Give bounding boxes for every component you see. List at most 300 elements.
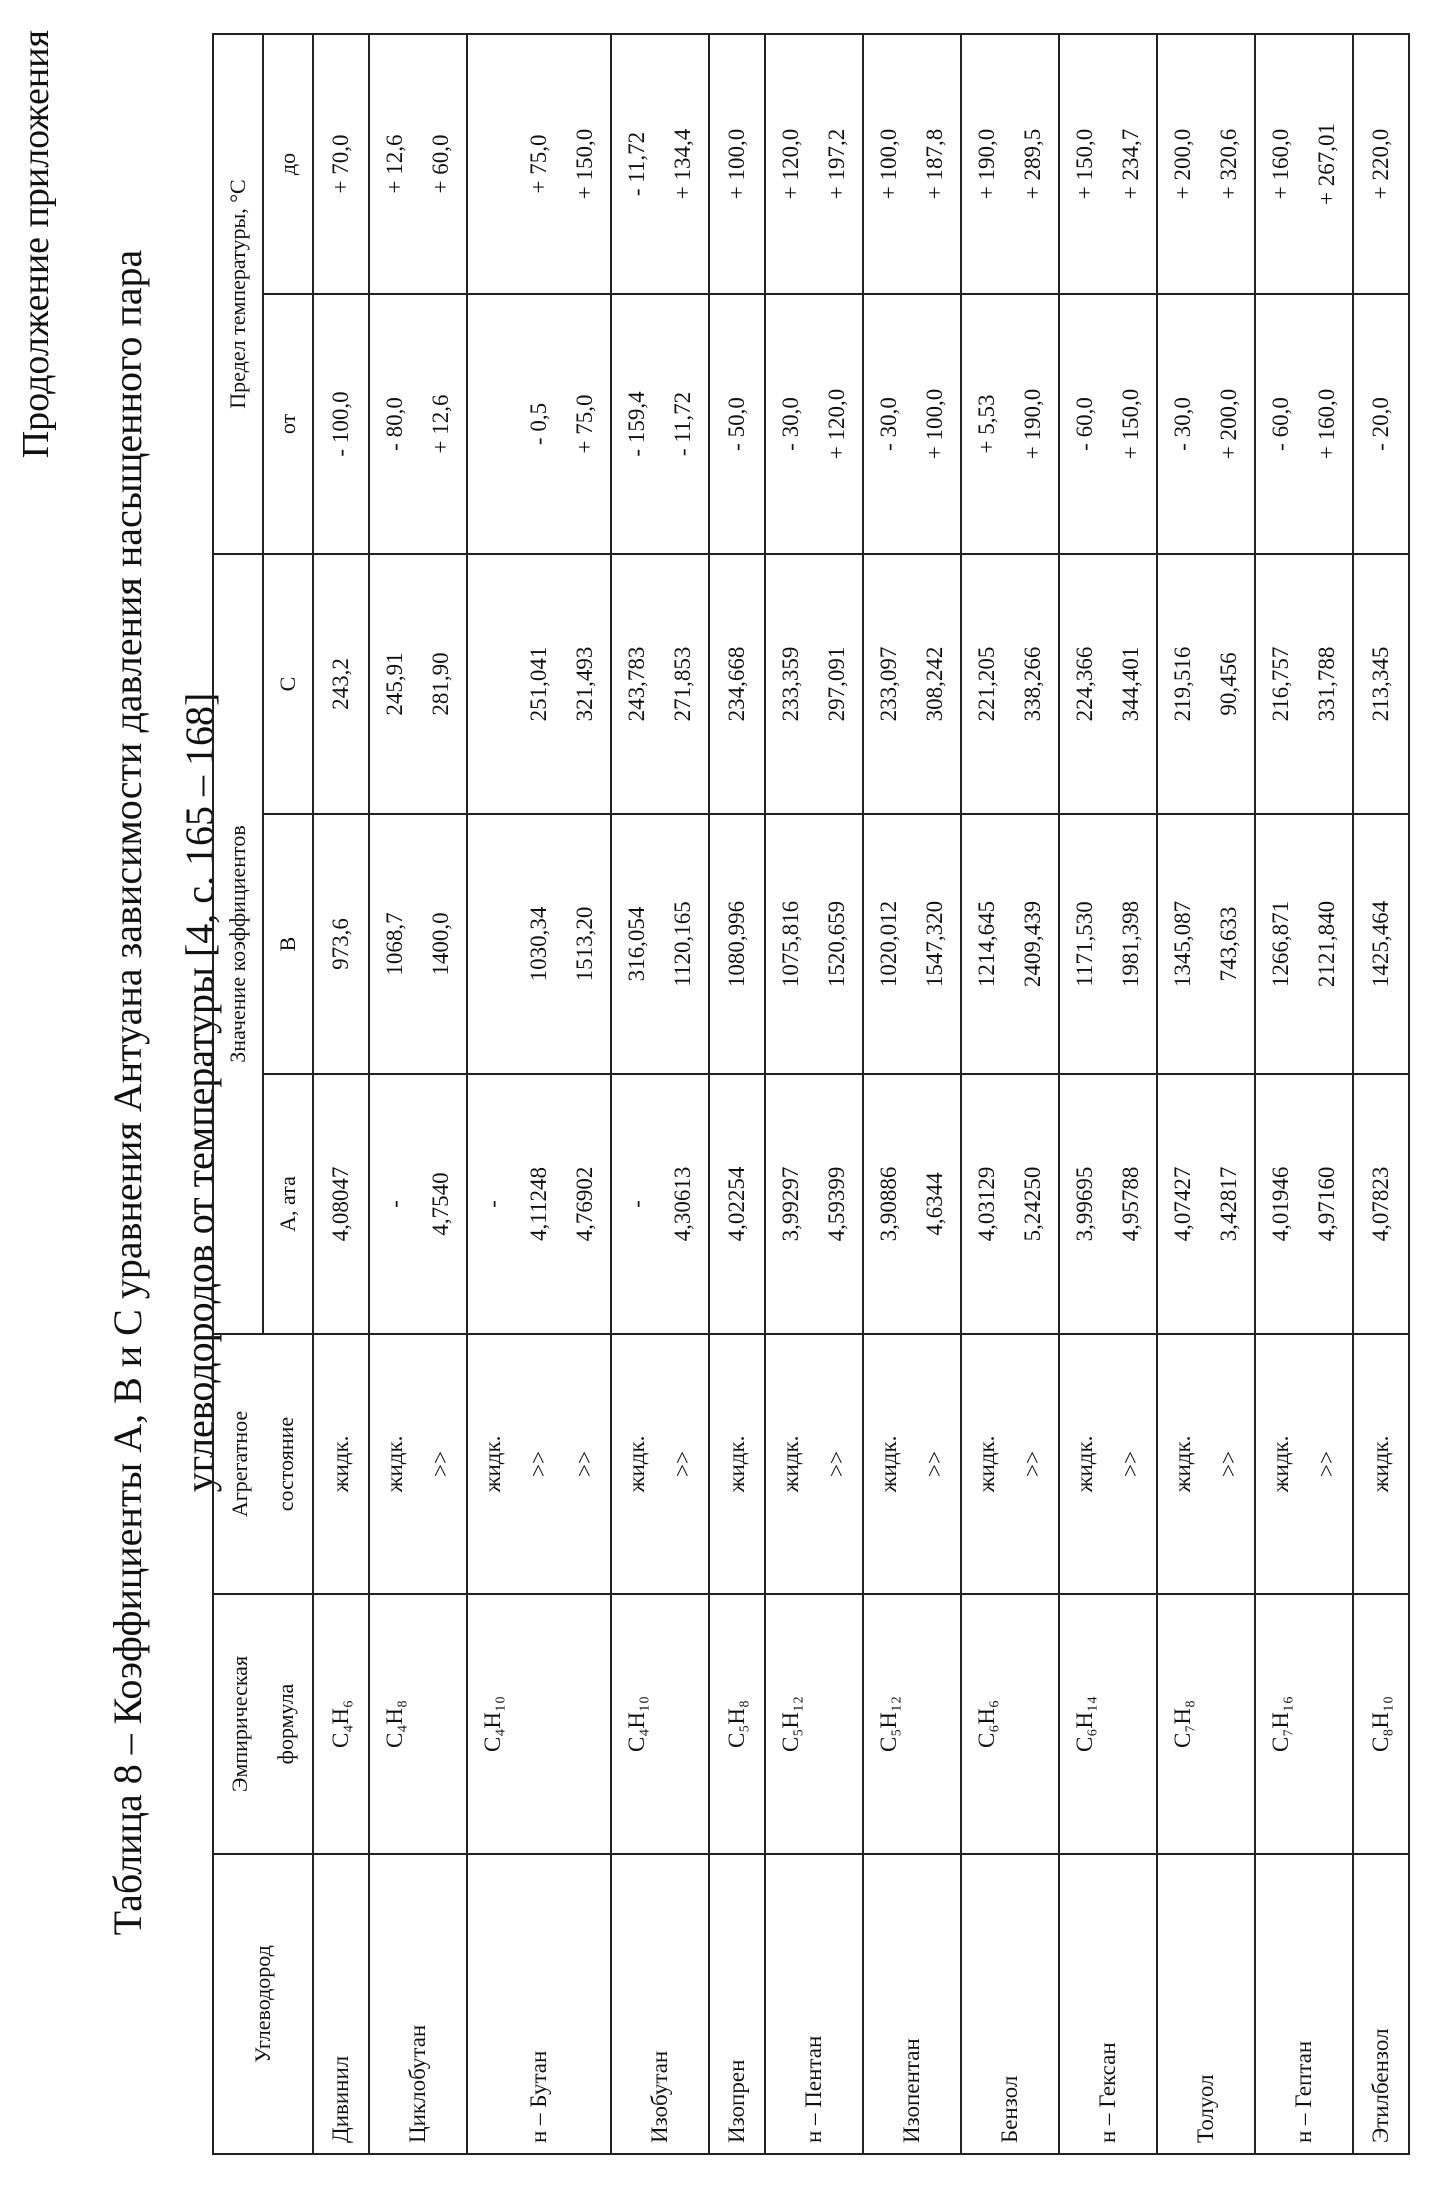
cell-value: - 30,0 — [778, 397, 803, 451]
cell-to — [1157, 34, 1255, 294]
cell-c — [1255, 554, 1353, 814]
cell-to — [467, 34, 611, 294]
cell-c — [1059, 554, 1157, 814]
cell-b — [1255, 814, 1353, 1074]
header-from: от — [263, 294, 313, 554]
cell-b: 1080,996 — [709, 814, 765, 1074]
cell-value: 4,6344 — [922, 1172, 947, 1236]
cell-state — [863, 1334, 961, 1594]
cell-value — [1108, 1601, 1154, 1847]
cell-value — [660, 1601, 706, 1847]
cell-value: C₆H₁₄ — [1072, 1696, 1097, 1753]
cell-value: C₇H₁₆ — [1268, 1696, 1293, 1753]
cell-value: - 30,0 — [876, 397, 901, 451]
cell-value: 4,95788 — [1118, 1166, 1143, 1242]
cell-value: 1513,20 — [572, 906, 597, 982]
cell-value — [516, 1601, 562, 1847]
cell-formula — [467, 1594, 611, 1854]
cell-b — [863, 814, 961, 1074]
cell-value: + 150,0 — [572, 128, 597, 200]
cell-c — [765, 554, 863, 814]
cell-lines — [614, 1601, 706, 1847]
cell-value: жидк. — [382, 1435, 407, 1493]
cell-value: 245,91 — [382, 652, 407, 716]
cell-formula — [1255, 1594, 1353, 1854]
cell-lines — [866, 1081, 958, 1327]
cell-lines — [372, 821, 464, 1067]
cell-value: 1981,398 — [1118, 900, 1143, 988]
cell-to — [961, 34, 1059, 294]
cell-lines — [1062, 561, 1154, 807]
cell-lines — [1160, 1601, 1252, 1847]
cell-value: - — [382, 1200, 407, 1208]
cell-value: >> — [526, 1451, 551, 1477]
hydrocarbon-name: Изобутан — [611, 1854, 709, 2154]
cell-formula — [1059, 1594, 1157, 1854]
cell-value: + 75,0 — [572, 394, 597, 454]
header-a: А, ата — [263, 1074, 313, 1334]
cell-value: 4,07427 — [1170, 1166, 1195, 1242]
table-row — [765, 34, 863, 2154]
cell-lines — [1160, 301, 1252, 547]
cell-value: - 11,72 — [670, 391, 695, 457]
cell-value: 344,401 — [1118, 646, 1143, 722]
cell-a — [611, 1074, 709, 1334]
cell-value: + 12,6 — [428, 394, 453, 454]
cell-value: + 100,0 — [922, 388, 947, 460]
hydrocarbon-name: Дивинил — [313, 1854, 369, 2154]
cell-lines — [470, 1341, 608, 1587]
cell-value: C₅H₁₂ — [778, 1696, 803, 1753]
cell-value: C₆H₆ — [974, 1700, 999, 1748]
cell-value: - 30,0 — [1170, 397, 1195, 451]
cell-value — [912, 1601, 958, 1847]
cell-value: - 80,0 — [382, 397, 407, 451]
cell-c — [369, 554, 467, 814]
cell-a: 4,02254 — [709, 1074, 765, 1334]
cell-value: жидк. — [974, 1435, 999, 1493]
cell-from: - 100,0 — [313, 294, 369, 554]
cell-value: 2121,840 — [1314, 900, 1339, 988]
cell-b — [467, 814, 611, 1074]
cell-to — [863, 34, 961, 294]
cell-value: 233,359 — [778, 646, 803, 722]
cell-value: + 5,53 — [974, 394, 999, 454]
cell-value: + 190,0 — [974, 128, 999, 200]
cell-lines — [372, 1601, 464, 1847]
cell-state — [611, 1334, 709, 1594]
hydrocarbon-name: н – Бутан — [467, 1854, 611, 2154]
cell-value: жидк. — [480, 1435, 505, 1493]
hydrocarbon-name: Изопентан — [863, 1854, 961, 2154]
cell-value: - 11,72 — [624, 131, 649, 197]
cell-from — [1255, 294, 1353, 554]
table-row — [313, 34, 369, 2154]
cell-state: жидк. — [709, 1334, 765, 1594]
cell-from — [765, 294, 863, 554]
cell-value — [562, 1601, 608, 1847]
cell-a — [961, 1074, 1059, 1334]
cell-value: 216,757 — [1268, 646, 1293, 722]
header-formula-line-1: Эмпирическая — [227, 1655, 252, 1793]
cell-state — [961, 1334, 1059, 1594]
cell-to — [1059, 34, 1157, 294]
cell-lines — [866, 41, 958, 287]
cell-value: 4,11248 — [526, 1167, 551, 1241]
cell-value: C₄H₁₀ — [624, 1696, 649, 1753]
cell-value: + 134,4 — [670, 128, 695, 200]
cell-value: 243,783 — [624, 646, 649, 722]
cell-to — [765, 34, 863, 294]
cell-c — [961, 554, 1059, 814]
header-b: В — [263, 814, 313, 1074]
table-header — [213, 34, 313, 2154]
cell-value: - — [624, 1200, 649, 1208]
cell-lines — [768, 1341, 860, 1587]
cell-lines — [614, 821, 706, 1067]
cell-value: + 289,5 — [1020, 128, 1045, 200]
cell-lines — [964, 1341, 1056, 1587]
cell-value: 1345,087 — [1170, 900, 1195, 988]
cell-to: + 70,0 — [313, 34, 369, 294]
cell-value: 3,42817 — [1216, 1166, 1241, 1242]
cell-state — [1255, 1334, 1353, 1594]
cell-lines — [614, 1081, 706, 1327]
cell-b — [961, 814, 1059, 1074]
cell-value: + 120,0 — [824, 388, 849, 460]
cell-value: 4,7540 — [428, 1172, 453, 1236]
cell-value: 1171,530 — [1072, 901, 1097, 987]
cell-value: 4,97160 — [1314, 1166, 1339, 1242]
cell-lines — [1160, 821, 1252, 1067]
hydrocarbon-name: н – Гексан — [1059, 1854, 1157, 2154]
cell-value: жидк. — [1268, 1435, 1293, 1493]
cell-value: 316,054 — [624, 906, 649, 982]
hydrocarbon-name: н – Пентан — [765, 1854, 863, 2154]
cell-value: 5,24250 — [1020, 1166, 1045, 1242]
cell-state — [467, 1334, 611, 1594]
cell-value: >> — [572, 1451, 597, 1477]
cell-b: 1425,464 — [1353, 814, 1409, 1074]
cell-value: + 150,0 — [1118, 388, 1143, 460]
table-row — [709, 34, 765, 2154]
cell-lines — [1062, 1601, 1154, 1847]
cell-c — [611, 554, 709, 814]
cell-formula: C₅H₈ — [709, 1594, 765, 1854]
cell-from — [1059, 294, 1157, 554]
cell-lines — [768, 821, 860, 1067]
cell-c — [467, 554, 611, 814]
cell-value: >> — [670, 1451, 695, 1477]
cell-lines — [1258, 1341, 1350, 1587]
cell-value: C₄H₈ — [382, 1700, 407, 1748]
cell-value — [1304, 1601, 1350, 1847]
cell-value: + 100,0 — [876, 128, 901, 200]
cell-state — [1059, 1334, 1157, 1594]
header-formula-line-2: формула — [273, 1683, 298, 1765]
hydrocarbon-name: Циклобутан — [369, 1854, 467, 2154]
cell-lines — [964, 1081, 1056, 1327]
cell-value: - 159,4 — [624, 391, 649, 457]
cell-a — [467, 1074, 611, 1334]
cell-c: 234,668 — [709, 554, 765, 814]
cell-lines — [768, 301, 860, 547]
cell-value: >> — [922, 1451, 947, 1477]
cell-lines — [866, 821, 958, 1067]
header-temp-range: Предел температуры, °С — [213, 34, 263, 554]
header-formula — [213, 1594, 313, 1854]
cell-lines — [1258, 561, 1350, 807]
cell-lines — [1160, 1341, 1252, 1587]
cell-lines — [1258, 41, 1350, 287]
cell-value: + 197,2 — [824, 128, 849, 200]
cell-value: - 0,5 — [526, 402, 551, 446]
cell-value: + 150,0 — [1072, 128, 1097, 200]
cell-b — [611, 814, 709, 1074]
cell-lines — [964, 561, 1056, 807]
cell-c: 243,2 — [313, 554, 369, 814]
cell-from — [961, 294, 1059, 554]
continuation-note: Продолжение приложения — [15, 30, 57, 459]
cell-lines — [768, 1601, 860, 1847]
cell-value: >> — [1020, 1451, 1045, 1477]
table-row — [863, 34, 961, 2154]
header-to: до — [263, 34, 313, 294]
cell-lines — [964, 301, 1056, 547]
cell-lines — [1062, 41, 1154, 287]
cell-b — [765, 814, 863, 1074]
cell-value: 90,456 — [1216, 652, 1241, 716]
table-row — [961, 34, 1059, 2154]
cell-value: 221,205 — [974, 646, 999, 722]
cell-value: жидк. — [876, 1435, 901, 1493]
cell-value: 4,59399 — [824, 1166, 849, 1242]
cell-value — [470, 301, 516, 547]
cell-value — [470, 41, 516, 287]
cell-value: 1520,659 — [824, 900, 849, 988]
cell-value — [814, 1601, 860, 1847]
table-row — [1059, 34, 1157, 2154]
cell-lines — [964, 41, 1056, 287]
cell-value: >> — [1216, 1451, 1241, 1477]
cell-state: жидк. — [313, 1334, 369, 1594]
cell-value: + 160,0 — [1314, 388, 1339, 460]
cell-lines — [614, 561, 706, 807]
cell-value: + 320,6 — [1216, 128, 1241, 200]
cell-lines — [372, 1081, 464, 1327]
cell-value: 1075,816 — [778, 900, 803, 988]
cell-lines — [470, 1081, 608, 1327]
cell-value: + 200,0 — [1216, 388, 1241, 460]
cell-from: - 50,0 — [709, 294, 765, 554]
table-row — [467, 34, 611, 2154]
cell-value: C₇H₈ — [1170, 1700, 1195, 1748]
cell-value: + 60,0 — [428, 134, 453, 194]
cell-lines — [470, 1601, 608, 1847]
cell-lines — [1258, 301, 1350, 547]
cell-formula: C₈H₁₀ — [1353, 1594, 1409, 1854]
caption-line-2: углеводородов от температуры [4, с. 165 – 168] — [177, 692, 222, 1493]
cell-value: 1214,645 — [974, 900, 999, 988]
hydrocarbon-name: Изопрен — [709, 1854, 765, 2154]
cell-lines — [768, 561, 860, 807]
cell-value: 281,90 — [428, 652, 453, 716]
cell-lines — [614, 1341, 706, 1587]
cell-lines — [964, 1601, 1056, 1847]
cell-from — [611, 294, 709, 554]
cell-to: + 220,0 — [1353, 34, 1409, 294]
cell-from — [1157, 294, 1255, 554]
cell-to — [611, 34, 709, 294]
cell-value: 4,03129 — [974, 1166, 999, 1242]
cell-b — [369, 814, 467, 1074]
cell-lines — [372, 1341, 464, 1587]
table-row — [1353, 34, 1409, 2154]
cell-b — [1059, 814, 1157, 1074]
cell-value: >> — [428, 1451, 453, 1477]
cell-value: 4,01946 — [1268, 1166, 1293, 1242]
cell-lines — [1062, 1341, 1154, 1587]
cell-from — [467, 294, 611, 554]
table-row — [369, 34, 467, 2154]
cell-a — [1157, 1074, 1255, 1334]
cell-formula — [1157, 1594, 1255, 1854]
cell-value: - — [480, 1200, 505, 1208]
cell-lines — [768, 41, 860, 287]
cell-to — [1255, 34, 1353, 294]
cell-value: 4,30613 — [670, 1166, 695, 1242]
cell-value — [470, 561, 516, 807]
cell-a — [1255, 1074, 1353, 1334]
cell-a — [765, 1074, 863, 1334]
cell-state — [1157, 1334, 1255, 1594]
cell-lines — [372, 561, 464, 807]
cell-value: 219,516 — [1170, 646, 1195, 722]
cell-value: + 120,0 — [778, 128, 803, 200]
header-c: С — [263, 554, 313, 814]
cell-lines — [1258, 1081, 1350, 1327]
cell-value: C₄H₁₀ — [480, 1696, 505, 1753]
cell-lines — [866, 301, 958, 547]
cell-a — [369, 1074, 467, 1334]
header-state-line-1: Агрегатное — [227, 1410, 252, 1518]
cell-state — [765, 1334, 863, 1594]
cell-from — [863, 294, 961, 554]
cell-from: - 20,0 — [1353, 294, 1409, 554]
cell-value: - 60,0 — [1072, 397, 1097, 451]
header-state-line-2: состояние — [273, 1416, 298, 1512]
table-row — [611, 34, 709, 2154]
cell-value: + 187,8 — [922, 128, 947, 200]
cell-value: 1020,012 — [876, 900, 901, 988]
cell-value: + 200,0 — [1170, 128, 1195, 200]
cell-value: 743,633 — [1216, 906, 1241, 982]
cell-value — [1206, 1601, 1252, 1847]
cell-value: 1400,0 — [428, 912, 453, 976]
cell-lines — [372, 41, 464, 287]
cell-to — [369, 34, 467, 294]
hydrocarbon-name: н – Гептан — [1255, 1854, 1353, 2154]
cell-lines — [768, 1081, 860, 1327]
cell-value: >> — [824, 1451, 849, 1477]
cell-value: 1068,7 — [382, 912, 407, 976]
cell-value: 233,097 — [876, 646, 901, 722]
cell-value: жидк. — [624, 1435, 649, 1493]
table-row — [1255, 34, 1353, 2154]
cell-value: жидк. — [1170, 1435, 1195, 1493]
header-hydrocarbon: Углеводород — [213, 1854, 313, 2154]
cell-c — [863, 554, 961, 814]
cell-value: жидк. — [1072, 1435, 1097, 1493]
cell-lines — [866, 1341, 958, 1587]
cell-value: 297,091 — [824, 646, 849, 722]
caption-line-1: Таблица 8 – Коэффициенты А, В и С уравнения Антуана зависимости давления насыщенного пара — [105, 249, 150, 1936]
cell-lines — [372, 301, 464, 547]
cell-formula — [863, 1594, 961, 1854]
cell-lines — [470, 561, 608, 807]
cell-value: 1266,871 — [1268, 900, 1293, 988]
cell-value: 3,99297 — [778, 1166, 803, 1242]
cell-a — [863, 1074, 961, 1334]
cell-a: 4,08047 — [313, 1074, 369, 1334]
cell-value: + 190,0 — [1020, 388, 1045, 460]
cell-value: 224,366 — [1072, 646, 1097, 722]
cell-a — [1059, 1074, 1157, 1334]
cell-lines — [470, 821, 608, 1067]
cell-b: 973,6 — [313, 814, 369, 1074]
antoine-coefficients-table — [212, 33, 1410, 2155]
cell-formula — [765, 1594, 863, 1854]
cell-lines — [1160, 561, 1252, 807]
cell-b — [1157, 814, 1255, 1074]
cell-value: 271,853 — [670, 646, 695, 722]
cell-value: 3,99695 — [1072, 1166, 1097, 1242]
cell-formula — [961, 1594, 1059, 1854]
cell-formula: C₄H₆ — [313, 1594, 369, 1854]
cell-value: жидк. — [778, 1435, 803, 1493]
cell-value: + 12,6 — [382, 134, 407, 194]
cell-value: 4,76902 — [572, 1166, 597, 1242]
cell-lines — [1062, 301, 1154, 547]
cell-value — [418, 1601, 464, 1847]
cell-value: + 267,01 — [1314, 123, 1339, 205]
hydrocarbon-name: Этилбензол — [1353, 1854, 1409, 2154]
header-state — [213, 1334, 313, 1594]
cell-value: >> — [1118, 1451, 1143, 1477]
table-body — [313, 34, 1409, 2154]
cell-value: 1547,320 — [922, 900, 947, 988]
cell-value: + 75,0 — [526, 134, 551, 194]
cell-value: 308,242 — [922, 646, 947, 722]
cell-value: 2409,439 — [1020, 900, 1045, 988]
cell-lines — [614, 301, 706, 547]
cell-a: 4,07823 — [1353, 1074, 1409, 1334]
cell-value: + 234,7 — [1118, 128, 1143, 200]
cell-lines — [866, 1601, 958, 1847]
cell-formula — [611, 1594, 709, 1854]
cell-value — [1010, 1601, 1056, 1847]
cell-value: 1120,165 — [670, 901, 695, 987]
hydrocarbon-name: Толуол — [1157, 1854, 1255, 2154]
cell-lines — [1258, 1601, 1350, 1847]
header-coefficients: Значение коэффициентов — [213, 554, 263, 1334]
cell-lines — [470, 301, 608, 547]
cell-lines — [1062, 821, 1154, 1067]
cell-value: >> — [1314, 1451, 1339, 1477]
cell-from — [369, 294, 467, 554]
cell-value: 338,266 — [1020, 646, 1045, 722]
cell-lines — [470, 41, 608, 287]
